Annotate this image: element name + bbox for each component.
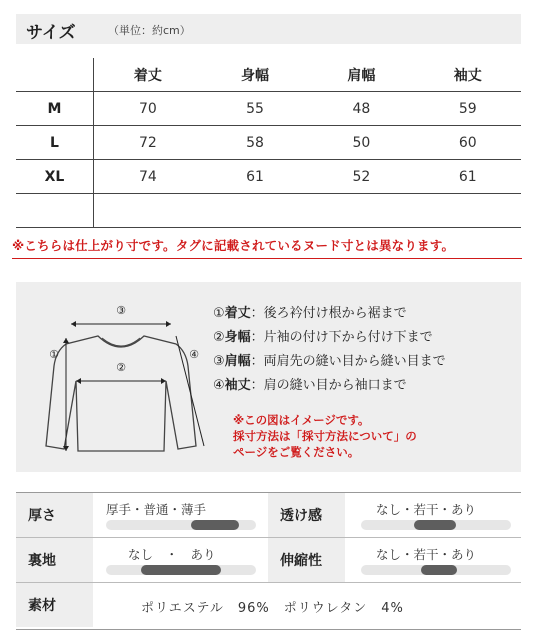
measurement-legend xyxy=(213,302,446,398)
table-row xyxy=(16,92,521,126)
page-title: サイズ xyxy=(26,23,76,43)
empty-cell xyxy=(16,194,94,228)
legend-item: ③肩幅：両肩先の縫い目から縫い目まで xyxy=(213,354,446,369)
size-label: L xyxy=(16,126,94,160)
spec-row xyxy=(16,583,521,627)
table-cell: 55 xyxy=(202,92,308,126)
notice-underline xyxy=(12,258,522,259)
sheer-scale xyxy=(361,520,511,530)
spec-row xyxy=(16,538,521,583)
column-header: 身幅 xyxy=(202,58,308,92)
measurement-diagram xyxy=(16,282,521,472)
material-label: 素材 xyxy=(16,583,93,627)
empty-cell xyxy=(308,194,414,228)
stretch-label: 伸縮性 xyxy=(268,538,345,582)
size-label: M xyxy=(16,92,94,126)
table-cell: 74 xyxy=(94,160,202,194)
size-label: XL xyxy=(16,160,94,194)
table-cell: 52 xyxy=(308,160,414,194)
empty-cell xyxy=(415,194,521,228)
thickness-scale xyxy=(106,520,256,530)
unit-label: （単位：約cm） xyxy=(108,24,191,37)
empty-cell xyxy=(202,194,308,228)
lining-options: なし ・ あり xyxy=(128,547,216,562)
table-row xyxy=(16,126,521,160)
spec-table xyxy=(16,492,521,630)
finished-size-notice: ※こちらは仕上がり寸です。タグに記載されているヌード寸とは異なります。 xyxy=(12,238,455,253)
shirt-collar xyxy=(102,338,140,346)
table-cell: 61 xyxy=(202,160,308,194)
legend-item: ④袖丈：肩の縫い目から袖口まで xyxy=(213,378,407,393)
column-header: 着丈 xyxy=(94,58,202,92)
table-row xyxy=(16,160,521,194)
lining-label: 裏地 xyxy=(16,538,93,582)
empty-cell xyxy=(94,194,202,228)
legend-item: ②身幅：片袖の付け下から付け下まで xyxy=(213,330,433,345)
sheer-level xyxy=(414,520,456,530)
stretch-options: なし・若干・あり xyxy=(376,547,477,562)
marker-1: ① xyxy=(49,348,59,361)
table-cell: 58 xyxy=(202,126,308,160)
table-header-row xyxy=(16,58,521,92)
marker-4: ④ xyxy=(189,348,199,361)
table-cell: 48 xyxy=(308,92,414,126)
column-header: 袖丈 xyxy=(415,58,521,92)
lining-scale xyxy=(106,565,256,575)
shirt-illustration xyxy=(36,296,206,461)
sheer-label: 透け感 xyxy=(268,493,345,537)
sheer-options: なし・若干・あり xyxy=(376,502,477,517)
table-cell: 59 xyxy=(415,92,521,126)
shirt-outline xyxy=(46,336,196,451)
table-row-empty xyxy=(16,194,521,228)
table-cell: 50 xyxy=(308,126,414,160)
spec-row xyxy=(16,493,521,538)
stretch-scale xyxy=(361,565,511,575)
thickness-level xyxy=(191,520,239,530)
table-cell: 70 xyxy=(94,92,202,126)
size-table xyxy=(16,58,521,228)
corner-cell xyxy=(16,58,94,92)
column-header: 肩幅 xyxy=(308,58,414,92)
diagram-note: ※この図はイメージです。 採寸方法は「採寸方法について」の ページをご覧ください。 xyxy=(233,413,417,459)
thickness-options: 厚手・普通・薄手 xyxy=(106,502,207,517)
table-cell: 60 xyxy=(415,126,521,160)
marker-2: ② xyxy=(116,361,126,374)
lining-level xyxy=(141,565,221,575)
table-cell: 61 xyxy=(415,160,521,194)
material-text: ポリエステル 96% ポリウレタン 4% xyxy=(141,601,404,616)
legend-item: ①着丈：後ろ衿付け根から裾まで xyxy=(213,306,407,321)
thickness-label: 厚さ xyxy=(16,493,93,537)
stretch-level xyxy=(421,565,457,575)
size-header xyxy=(16,14,521,44)
table-cell: 72 xyxy=(94,126,202,160)
marker-3: ③ xyxy=(116,304,126,317)
